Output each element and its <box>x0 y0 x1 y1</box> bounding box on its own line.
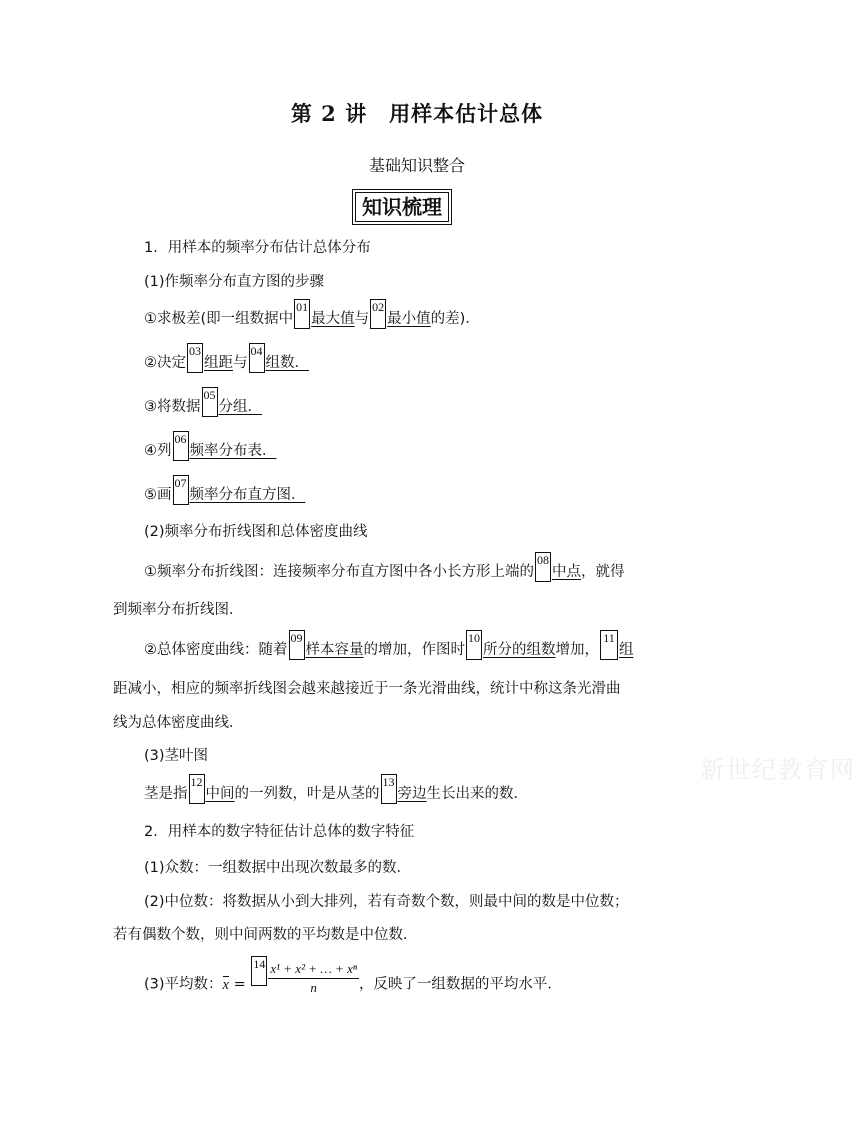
stem-text: 茎是指 <box>144 786 188 802</box>
answer-text: 样本容量 <box>305 642 364 658</box>
answer-text: 最大值 <box>311 311 355 327</box>
fraction-denominator: n <box>310 980 317 995</box>
step-2 <box>144 344 309 375</box>
polyline-post: ，就得 <box>581 564 625 580</box>
page-title: 第 2 讲 用样本估计总体 <box>290 101 544 126</box>
step-5-text: ⑤画 <box>144 487 172 503</box>
density-def <box>144 631 634 662</box>
answer-text: 分组． <box>218 399 262 415</box>
answer-text: 组 <box>619 642 634 658</box>
answer-text: 旁边 <box>397 786 427 802</box>
subheading-1-1: (1)作频率分布直方图的步骤 <box>144 274 325 290</box>
median-def-line1: (2)中位数：将数据从小到大排列，若有奇数个数，则最中间的数是中位数； <box>144 894 629 910</box>
step-2-text: ②决定 <box>144 355 186 371</box>
step-3 <box>144 388 262 419</box>
answer-text: 中间 <box>205 786 235 802</box>
step-3-text: ③将数据 <box>144 399 201 415</box>
stem-def <box>144 775 528 806</box>
mean-text: (3)平均数： <box>144 976 223 993</box>
answer-number: 12 <box>189 774 205 804</box>
step-4 <box>144 432 277 463</box>
median-def-line2: 若有偶数个数，则中间两数的平均数是中位数． <box>113 927 418 943</box>
mean-symbol: x <box>222 976 229 993</box>
heading-2: 2．用样本的数字特征估计总体的数字特征 <box>144 824 415 840</box>
answer-number: 04 <box>249 343 265 373</box>
step-5 <box>144 476 306 507</box>
watermark: 新世纪教育网 <box>700 756 856 784</box>
answer-number: 09 <box>289 630 305 660</box>
answer-number: 10 <box>466 630 482 660</box>
polyline-text: ①频率分布折线图：连接频率分布直方图中各小长方形上端的 <box>144 564 534 580</box>
density-def-line3: 线为总体密度曲线． <box>113 715 244 731</box>
answer-text: 中点 <box>552 564 581 580</box>
stem-mid: 的一列数，叶是从茎的 <box>234 786 380 802</box>
answer-text: 组数． <box>265 355 309 371</box>
step-1-post: 的差)． <box>430 311 480 327</box>
page-subtitle: 基础知识整合 <box>368 156 465 175</box>
subheading-1-3: (3)茎叶图 <box>144 748 209 764</box>
answer-number: 06 <box>173 431 189 461</box>
heading-1: 1．用样本的频率分布估计总体分布 <box>144 240 371 256</box>
density-def-line2: 距减小，相应的频率折线图会越来越接近于一条光滑曲线，统计中称这条光滑曲 <box>113 681 621 697</box>
mode-def: (1)众数：一组数据中出现次数最多的数． <box>144 860 412 876</box>
answer-text: 频率分布直方图． <box>189 487 306 503</box>
density-mid-1: 的增加，作图时 <box>363 642 465 658</box>
answer-number: 13 <box>381 774 397 804</box>
step-1 <box>144 300 480 331</box>
answer-number: 07 <box>173 475 189 505</box>
mean-post: ，反映了一组数据的平均水平． <box>358 976 562 993</box>
answer-number: 08 <box>535 552 551 582</box>
mean-def <box>144 957 562 1003</box>
answer-text: 组距 <box>204 355 233 371</box>
answer-number: 03 <box>187 343 203 373</box>
density-mid-2: 增加， <box>555 642 599 658</box>
answer-number: 02 <box>370 299 386 329</box>
mean-fraction <box>268 960 359 997</box>
stem-post: 生长出来的数． <box>426 786 528 802</box>
answer-text: 频率分布表． <box>189 443 277 459</box>
subheading-1-2: (2)频率分布折线图和总体密度曲线 <box>144 524 368 540</box>
answer-number: 14 <box>251 956 267 986</box>
answer-text: 最小值 <box>387 311 431 327</box>
answer-number: 11 <box>600 630 618 660</box>
density-text: ②总体密度曲线：随着 <box>144 642 288 658</box>
equals-sign: = <box>233 976 246 993</box>
answer-number: 01 <box>294 299 310 329</box>
answer-number: 05 <box>202 387 218 417</box>
polyline-def <box>144 553 625 584</box>
step-4-text: ④列 <box>144 443 172 459</box>
step-1-text: ①求极差(即一组数据中 <box>144 311 294 327</box>
answer-text: 所分的组数 <box>483 642 556 658</box>
step-2-mid: 与 <box>233 355 248 371</box>
fraction-numerator: x¹ + x² + … + xⁿ <box>268 960 359 979</box>
step-1-mid: 与 <box>354 311 370 327</box>
polyline-def-line2: 到频率分布折线图． <box>113 602 244 618</box>
section-heading: 知识梳理 <box>355 192 449 222</box>
